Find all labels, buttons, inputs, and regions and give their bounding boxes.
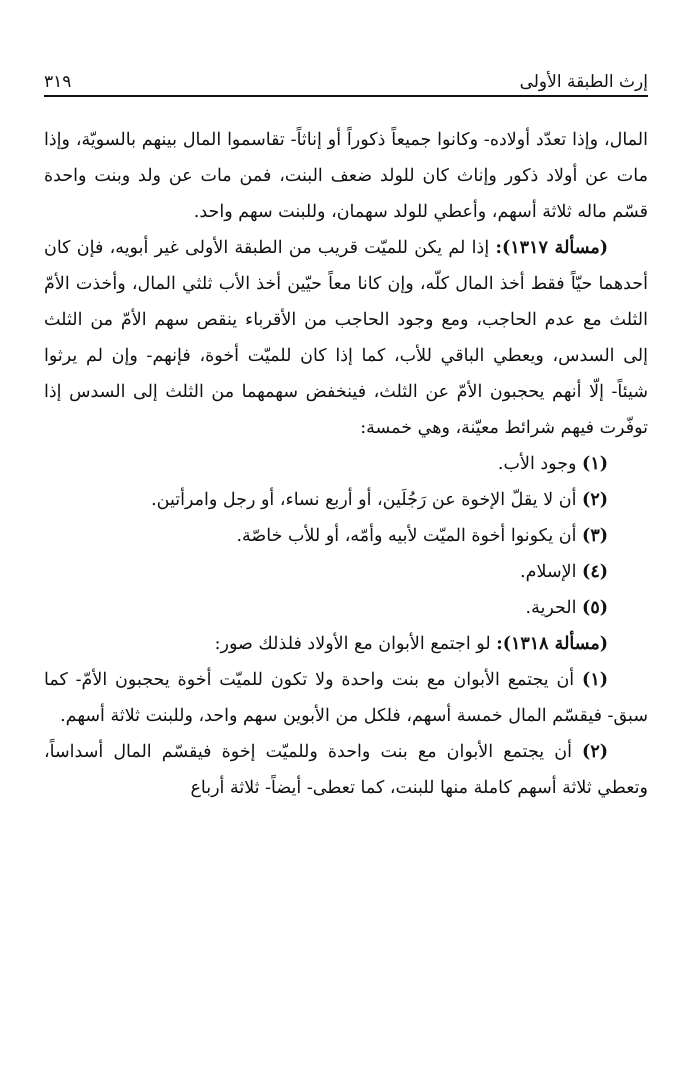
condition-number: (١) — [582, 454, 608, 474]
paragraph-masala-1317 — [44, 230, 648, 446]
condition-item-3 — [44, 518, 648, 554]
masala-1317-text: إذا لم يكن للميّت قريب من الطبقة الأولى غير أبويه، فإن كان أحدهما حيّاً فقط أخذ المال كلّه، وإن كانا معاً حيّين أخذ الأب ثلثي المال، وأخذت الأمّ الثلث مع عدم الحاجب، ومع وجود الحاجب من الأقرباء ينقص سهم الأمّ من الثلث إلى السدس، ويعطي الباقي للأب، كما إذا كان للميّت أخوة، فإنهم- وإن لم يرثوا شيئاً- إلّا أنهم يحجبون الأمّ عن الثلث، فينخفض سهمهما من الثلث إلى السدس إذا توفّرت فيهم شرائط معيّنة، وهي خمسة: — [44, 238, 648, 438]
masala-1318-label: (مسألة ١٣١٨): — [496, 634, 608, 654]
body-text — [44, 122, 648, 806]
condition-item-1 — [44, 446, 648, 482]
condition-number: (٣) — [582, 526, 608, 546]
masala-1318-text: لو اجتمع الأبوان مع الأولاد فلذلك صور: — [214, 634, 497, 654]
case-1-text: أن يجتمع الأبوان مع بنت واحدة ولا تكون للميّت أخوة يحجبون الأمّ- كما سبق- فيقسّم المال خمسة أسهم، فلكل من الأبوين سهم واحد، وللبنت ثلاثة أسهم. — [44, 670, 648, 726]
condition-text: الحرية. — [525, 598, 583, 618]
running-title: إرث الطبقة الأولى — [519, 72, 648, 92]
condition-item-4 — [44, 554, 648, 590]
paragraph-case-2 — [44, 734, 648, 806]
paragraph-continuation: المال، وإذا تعدّد أولاده- وكانوا جميعاً ذكوراً أو إناثاً- تقاسموا المال بينهم بالسويّة، وإذا مات عن أولاد ذكور وإناث كان للولد ضعف البنت، فمن مات عن ولد وبنت واحدة قسّم ماله ثلاثة أسهم، وأعطي للولد سهمان، وللبنت سهم واحد. — [44, 130, 648, 222]
condition-number: (٤) — [582, 562, 608, 582]
document-page — [44, 0, 648, 1073]
page-number: ٣١٩ — [44, 72, 72, 92]
case-2-text: أن يجتمع الأبوان مع بنت واحدة وللميّت إخوة فيقسّم المال أسداساً، وتعطي ثلاثة أسهم كاملة منها للبنت، كما تعطى- أيضاً- ثلاثة أرباع — [44, 742, 648, 798]
condition-text: أن لا يقلّ الإخوة عن رَجُلَين، أو أربع نساء، أو رجل وامرأتين. — [151, 490, 583, 510]
paragraph-masala-1318 — [44, 626, 648, 662]
condition-number: (٢) — [582, 490, 608, 510]
case-2-number: (٢) — [582, 742, 608, 762]
page-header — [44, 62, 648, 92]
condition-number: (٥) — [582, 598, 608, 618]
condition-item-2 — [44, 482, 648, 518]
masala-1317-label: (مسألة ١٣١٧): — [495, 238, 608, 258]
case-1-number: (١) — [582, 670, 608, 690]
paragraph-case-1 — [44, 662, 648, 734]
condition-item-5 — [44, 590, 648, 626]
condition-text: وجود الأب. — [497, 454, 583, 474]
condition-text: الإسلام. — [520, 562, 583, 582]
header-rule — [44, 95, 648, 97]
condition-text: أن يكونوا أخوة الميّت لأبيه وأمّه، أو للأب خاصّة. — [236, 526, 583, 546]
